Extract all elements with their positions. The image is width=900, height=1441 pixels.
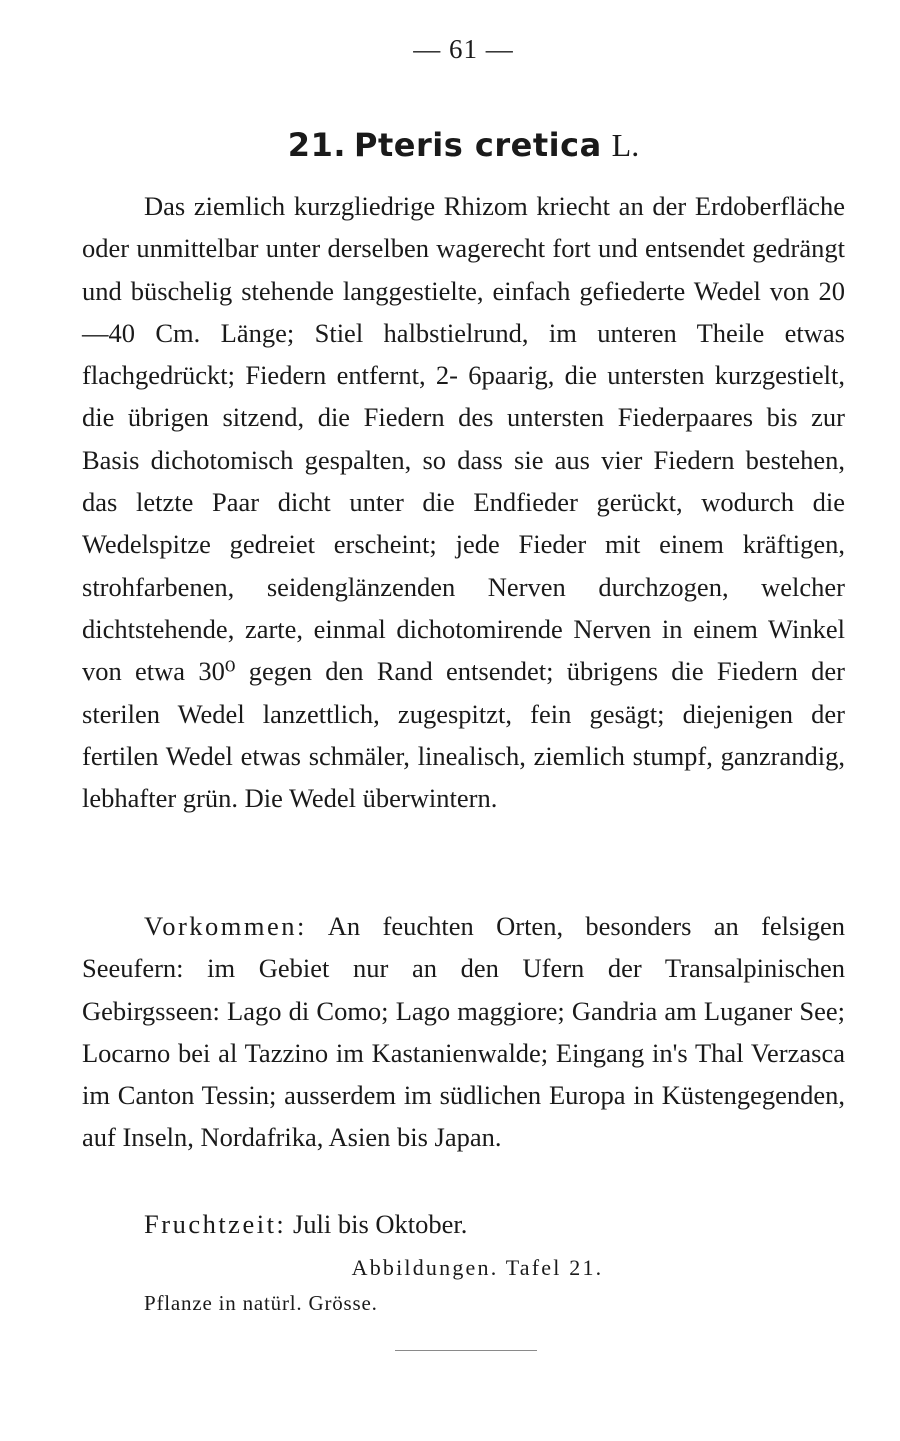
species-name: Pteris cretica [353, 126, 602, 164]
fruiting-label: Fruchtzeit: [144, 1209, 287, 1239]
species-number: 21. [287, 126, 346, 164]
occurrence-paragraph [82, 905, 845, 1159]
section-divider [395, 1350, 537, 1351]
occurrence-text: An feuchten Orten, besonders an felsigen Seeufern: im Gebiet nur an den Ufern der Transalpinischen Gebirgsseen: Lago di Como; Lago maggiore; Gandria am Luganer See; Locarno bei al Tazzino im Kastanienwalde; Eingang in's Thal Verzasca im Canton Tessin; ausserdem im südlichen Europa in Küstengegenden, auf Inseln, Nordafrika, Asien bis Japan. [82, 911, 845, 1153]
species-author: L. [611, 127, 640, 163]
figures-heading: Abbildungen. Tafel 21. [351, 1255, 604, 1280]
occurrence-label: Vorkommen: [144, 911, 307, 941]
page-number: — 61 — [413, 34, 514, 64]
description-paragraph [82, 185, 845, 819]
fruiting-paragraph [82, 1203, 845, 1245]
species-heading [82, 126, 845, 164]
fruiting-text: Juli bis Oktober. [292, 1209, 468, 1239]
figure-caption: Pflanze in natürl. Grösse. [144, 1291, 378, 1315]
description-text: Das ziemlich kurzgliedrige Rhizom kriecht an der Erdoberfläche oder unmittelbar unter derselben wagerecht fort und entsendet gedrängt und büschelig stehende langgestielte, einfach gefiederte Wedel von 20—40 Cm. Länge; Stiel halbstielrund, im unteren Theile etwas flachgedrückt; Fiedern entfernt, 2- 6paarig, die untersten kurzgestielt, die übrigen sitzend, die Fiedern des untersten Fiederpaares bis zur Basis dichotomisch gespalten, so dass sie aus vier Fiedern bestehen, das letzte Paar dicht unter die Endfieder gerückt, wodurch die Wedelspitze gedreiet erscheint; jede Fieder mit einem kräftigen, strohfarbenen, seidenglänzenden Nerven durchzogen, welcher dichtstehende, zarte, einmal dichotomirende Nerven in einem Winkel von etwa 30⁰ gegen den Rand entsendet; übrigens die Fiedern der sterilen Wedel lanzettlich, zugespitzt, fein gesägt; diejenigen der fertilen Wedel etwas schmäler, linealisch, ziemlich stumpf, ganzrandig, lebhafter grün. Die Wedel überwintern. [82, 191, 845, 814]
